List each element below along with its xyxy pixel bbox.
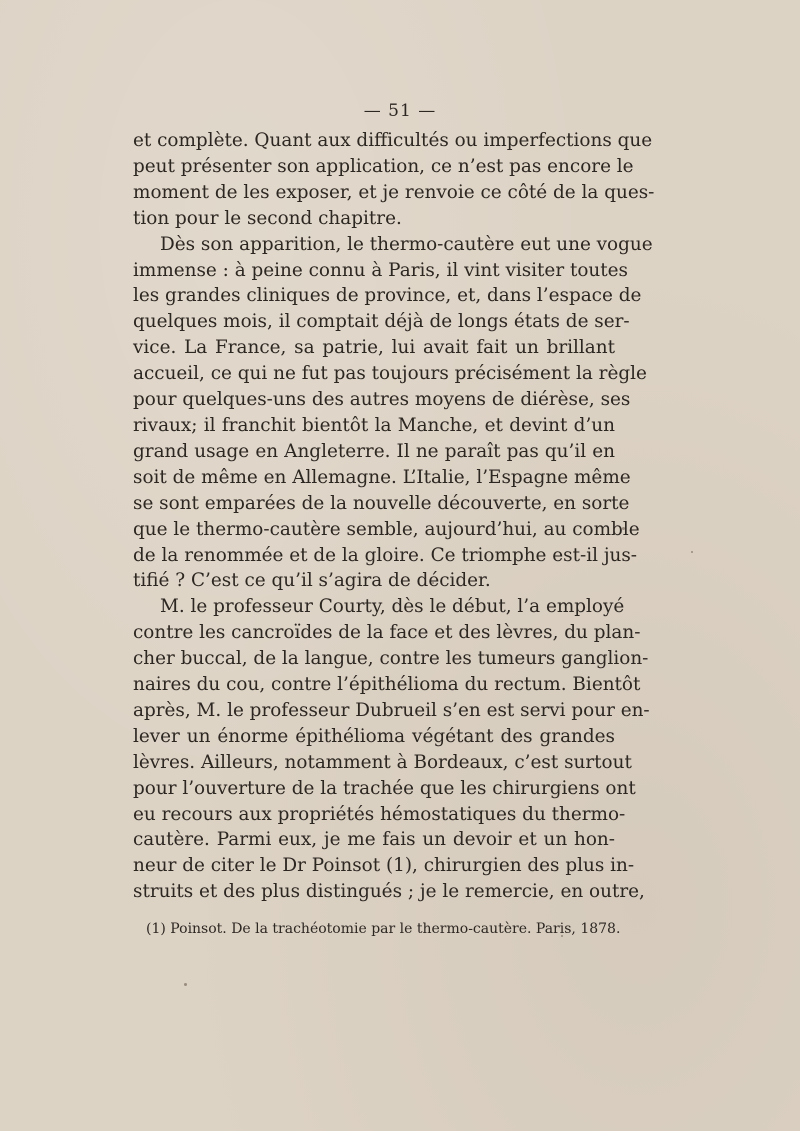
text-line: et complète. Quant aux difficultés ou imperfections que — [133, 130, 653, 151]
text-line: de la renommée et de la gloire. Ce triomphe est-il jus- — [133, 544, 638, 566]
paper-speck — [432, 582, 434, 584]
text-line: lèvres. Ailleurs, notamment à Bordeaux, c’est surtout — [133, 751, 632, 773]
text-line: tifié ? C’est ce qu’il s’agira de décider. — [133, 570, 491, 592]
text-line: cher buccal, de la langue, contre les tumeurs ganglion- — [133, 648, 649, 670]
text-line: moment de les exposer, et je renvoie ce côté de la ques- — [133, 181, 655, 203]
text-line: peut présenter son application, ce n’est pas encore le — [133, 155, 634, 177]
text-line: naires du cou, contre l’épithélioma du rectum. Bientôt — [133, 674, 641, 696]
paper-speck — [622, 527, 625, 530]
text-line: soit de même en Allemagne. L’Italie, l’Espagne même — [133, 466, 631, 488]
text-line: grand usage en Angleterre. Il ne paraît pas qu’il en — [133, 440, 615, 462]
text-line: que le thermo-cautère semble, aujourd’hui, au comble — [133, 518, 640, 540]
body-text — [133, 128, 655, 905]
text-line: tion pour le second chapitre. — [133, 207, 402, 229]
text-line: vice. La France, sa patrie, lui avait fait un brillant — [133, 337, 615, 359]
text-line: se sont emparées de la nouvelle découverte, en sorte — [133, 492, 630, 514]
paper-speck — [561, 935, 563, 937]
text-line: pour l’ouverture de la trachée que les chirurgiens ont — [133, 777, 636, 799]
text-line: contre les cancroïdes de la face et des lèvres, du plan- — [133, 622, 641, 644]
text-line: les grandes cliniques de province, et, dans l’espace de — [133, 285, 642, 307]
text-line: M. le professeur Courty, dès le début, l’a employé — [160, 596, 625, 618]
page-number: — 51 — — [363, 101, 437, 121]
text-line: immense : à peine connu à Paris, il vint visiter toutes — [133, 259, 628, 281]
text-line: Dès son apparition, le thermo-cautère eut une vogue — [160, 233, 653, 255]
paper-speck — [691, 551, 693, 553]
paper-speck — [184, 983, 187, 986]
text-line: rivaux; il franchit bientôt la Manche, et devint d’un — [133, 414, 615, 436]
text-line: struits et des plus distingués ; je le remercie, en outre, — [133, 881, 645, 903]
text-line: quelques mois, il comptait déjà de longs états de ser- — [133, 311, 630, 333]
text-line: cautère. Parmi eux, je me fais un devoir et un hon- — [133, 829, 615, 851]
footnote: (1) Poinsot. De la trachéotomie par le thermo-cautère. Paris, 1878. — [146, 921, 621, 937]
text-line: eu recours aux propriétés hémostatiques du thermo- — [133, 803, 626, 825]
text-line: pour quelques-uns des autres moyens de diérèse, ses — [133, 389, 631, 411]
text-line: après, M. le professeur Dubrueil s’en est servi pour en- — [133, 699, 650, 721]
text-line: accueil, ce qui ne fut pas toujours précisément la règle — [133, 363, 647, 385]
text-line: lever un énorme épithélioma végétant des grandes — [133, 725, 615, 747]
text-line: neur de citer le Dr Poinsot (1), chirurgien des plus in- — [133, 855, 635, 877]
